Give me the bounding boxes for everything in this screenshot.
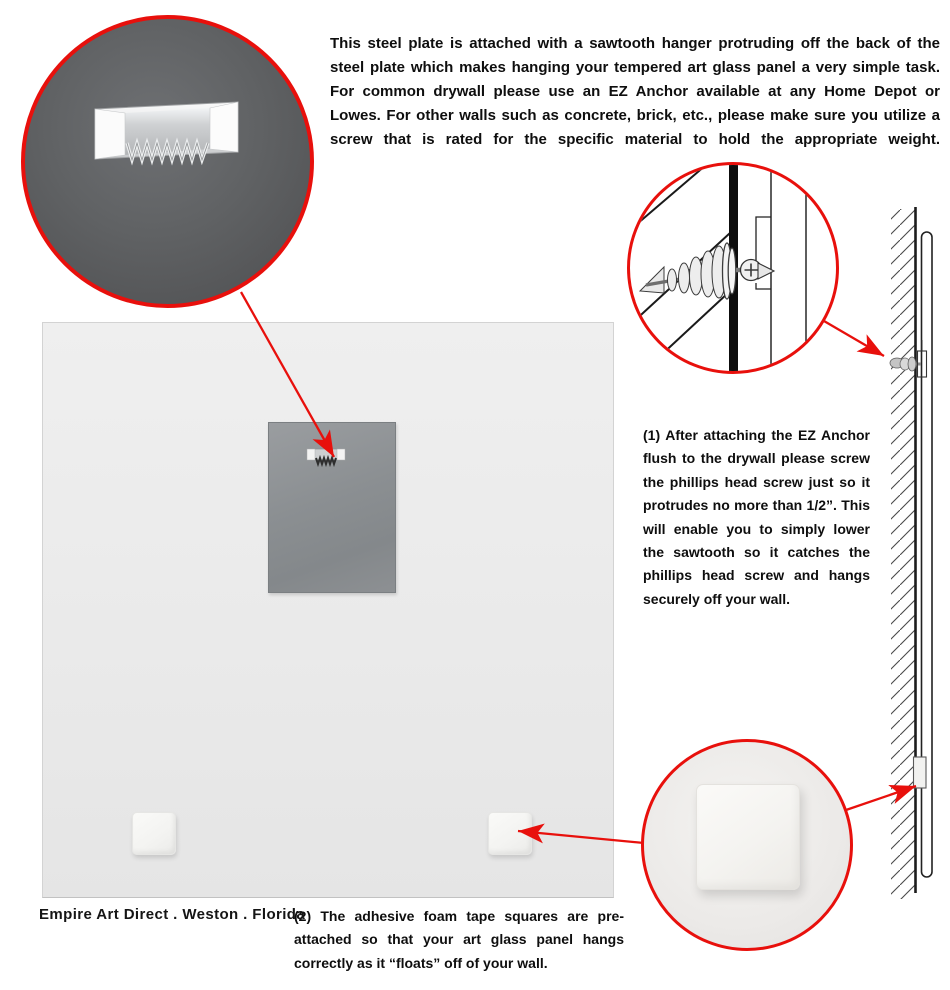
arrow-to-wall-anchor (824, 321, 884, 356)
foam-closeup-circle (641, 739, 853, 951)
brand-line: Empire Art Direct . Weston . Florida (39, 906, 306, 923)
intro-paragraph: This steel plate is attached with a sawtooth hanger protruding off the back of the steel plate which makes hanging your tempered art glass panel a very simple task. For common drywall please use an EZ Anchor available at any Home Depot or Lowes. For other walls such as concrete, brick, etc., please make sure you utilize a screw that is rated for the specific material to hold the appropriate weight. (330, 35, 940, 148)
sawtooth-hanger-icon (306, 446, 346, 468)
ez-anchor-drawing (630, 165, 836, 371)
arrow-to-wall-foam (846, 786, 916, 810)
wall-cross-section (890, 207, 932, 899)
sawtooth-closeup-circle (21, 15, 314, 308)
sawtooth-hanger-large-icon (25, 19, 310, 304)
foam-tape-square-closeup (696, 784, 800, 890)
phillips-screw-icon (736, 260, 774, 281)
foam-tape-square-right (488, 812, 532, 855)
foam-tape-square-left (132, 812, 176, 855)
step-1-note: (1) After attaching the EZ Anchor flush to the drywall please screw the phillips head screw just so it protrudes no more than 1/2”. This will enable you to simply lower the sawtooth so it catches the phillips head screw and hangs securely off your wall. (643, 427, 870, 607)
wall-foam-spacer-detail (914, 757, 927, 788)
art-panel-back (42, 322, 614, 898)
steel-plate (268, 422, 396, 593)
floating-panel-side-view (922, 232, 933, 877)
anchor-closeup-circle (627, 162, 839, 374)
wall-anchor-detail (890, 340, 927, 377)
step-2-note: (2) The adhesive foam tape squares are pre-attached so that your art glass panel hangs correctly as it “floats” off of your wall. (294, 908, 624, 971)
